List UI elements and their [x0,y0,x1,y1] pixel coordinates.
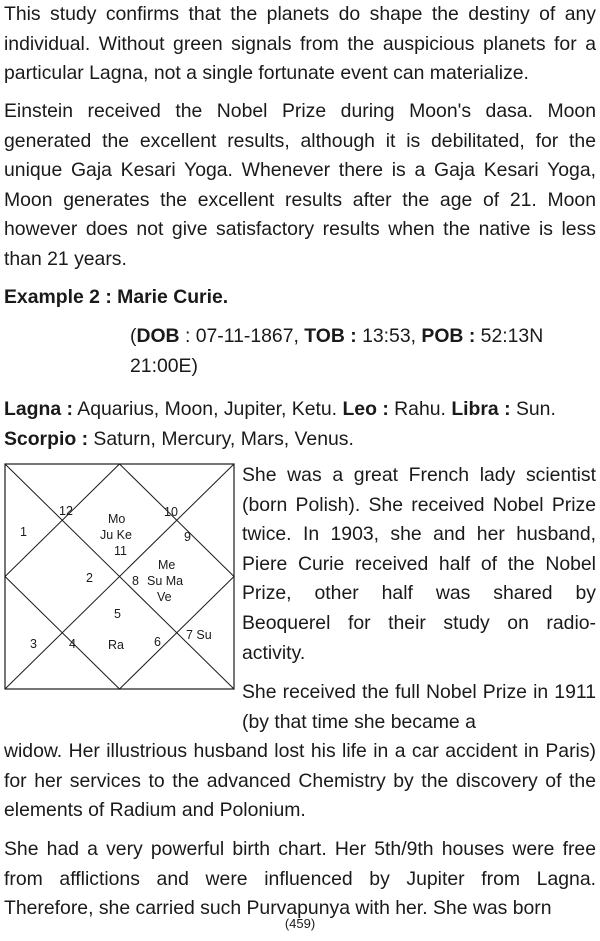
tob-value: 13:53, [362,325,417,347]
paragraph-marie-curie-intro: She was a great French lady scientist (born Polish). She received Nobel Prize twice. In 1903, she and her husband, Piere Curie received half of the Nobel Prize, other half was shared by Beoquerel for their study on radio-activity. [242,464,596,664]
house-5: 5 [114,607,121,621]
libra-label: Libra : [451,398,511,420]
planet-positions: Lagna : Aquarius, Moon, Jupiter, Ketu. Leo : Rahu. Libra : Sun. Scorpio : Saturn, Mercury, Mars, Venus. [4,398,556,450]
house-11: 11 [114,544,127,558]
lagna-planet-moon: Mo [108,512,126,526]
scorpio-label: Scorpio : [4,427,89,450]
house-2: 2 [86,571,93,585]
house-8: 8 [132,574,139,588]
house5-planet-ra: Ra [108,638,124,652]
birth-details: (DOB : 07-11-1867, TOB : 13:53, POB : 52:13N 21:00E) [130,325,544,377]
pob-value: 52:13N 21:00E) [130,325,544,377]
paragraph-birth-chart: She had a very powerful birth chart. Her 5th/9th houses were free from afflictions and were influenced by Jupiter from Lagna. Therefore, she carried such Purvapunya with her. She was born [4,838,596,920]
house8-planets-su-ma: Su Ma [147,574,184,588]
page-number: (459) [284,916,316,931]
house8-planet-ve: Ve [157,590,172,604]
house-6: 6 [154,635,161,649]
house-7-sun: 7 Su [186,628,212,642]
paragraph-full-nobel-first: She received the full Nobel Prize in 1911 (by that time she became a [242,681,596,733]
house-4: 4 [69,637,76,651]
house-9: 9 [184,530,191,544]
example-heading: Example 2 : Marie Curie. [4,286,229,308]
pob-label: POB : [421,325,476,347]
leo-label: Leo : [342,398,389,420]
lagna-planets-ju-ke: Ju Ke [100,528,132,542]
paragraph-full-nobel-rest: widow. Her illustrious husband lost his life in a car accident in Paris) for her services to the advanced Chemistry by the discovery of the elements of Radium and Polonium. [4,740,596,822]
house-10: 10 [164,505,178,519]
paragraph-einstein: Einstein received the Nobel Prize during Moon's dasa. Moon generated the excellent results, although it is debilitated, for the unique Gaja Kesari Yoga. Whenever there is a Gaja Kesari Yoga, Moon generates the excellent results after the age of 21. Moon however does not give satisfactory results when the native is less than 21 years. [4,100,596,270]
birth-chart-diagram [4,463,236,691]
tob-label: TOB : [304,325,357,347]
paragraph-planets-destiny: This study confirms that the planets do shape the destiny of any individual. Without green signals from the auspicious planets for a particular Lagna, not a single fortunate event can materialize. [4,3,596,85]
house-1: 1 [20,525,27,539]
paragraph-full-nobel [4,678,596,826]
dob-value: 07-11-1867, [195,325,299,347]
house8-planet-me: Me [158,558,176,572]
house-3: 3 [30,637,37,651]
lagna-label: Lagna : [4,398,73,420]
dob-label: DOB [136,325,180,347]
house-12: 12 [59,504,73,518]
